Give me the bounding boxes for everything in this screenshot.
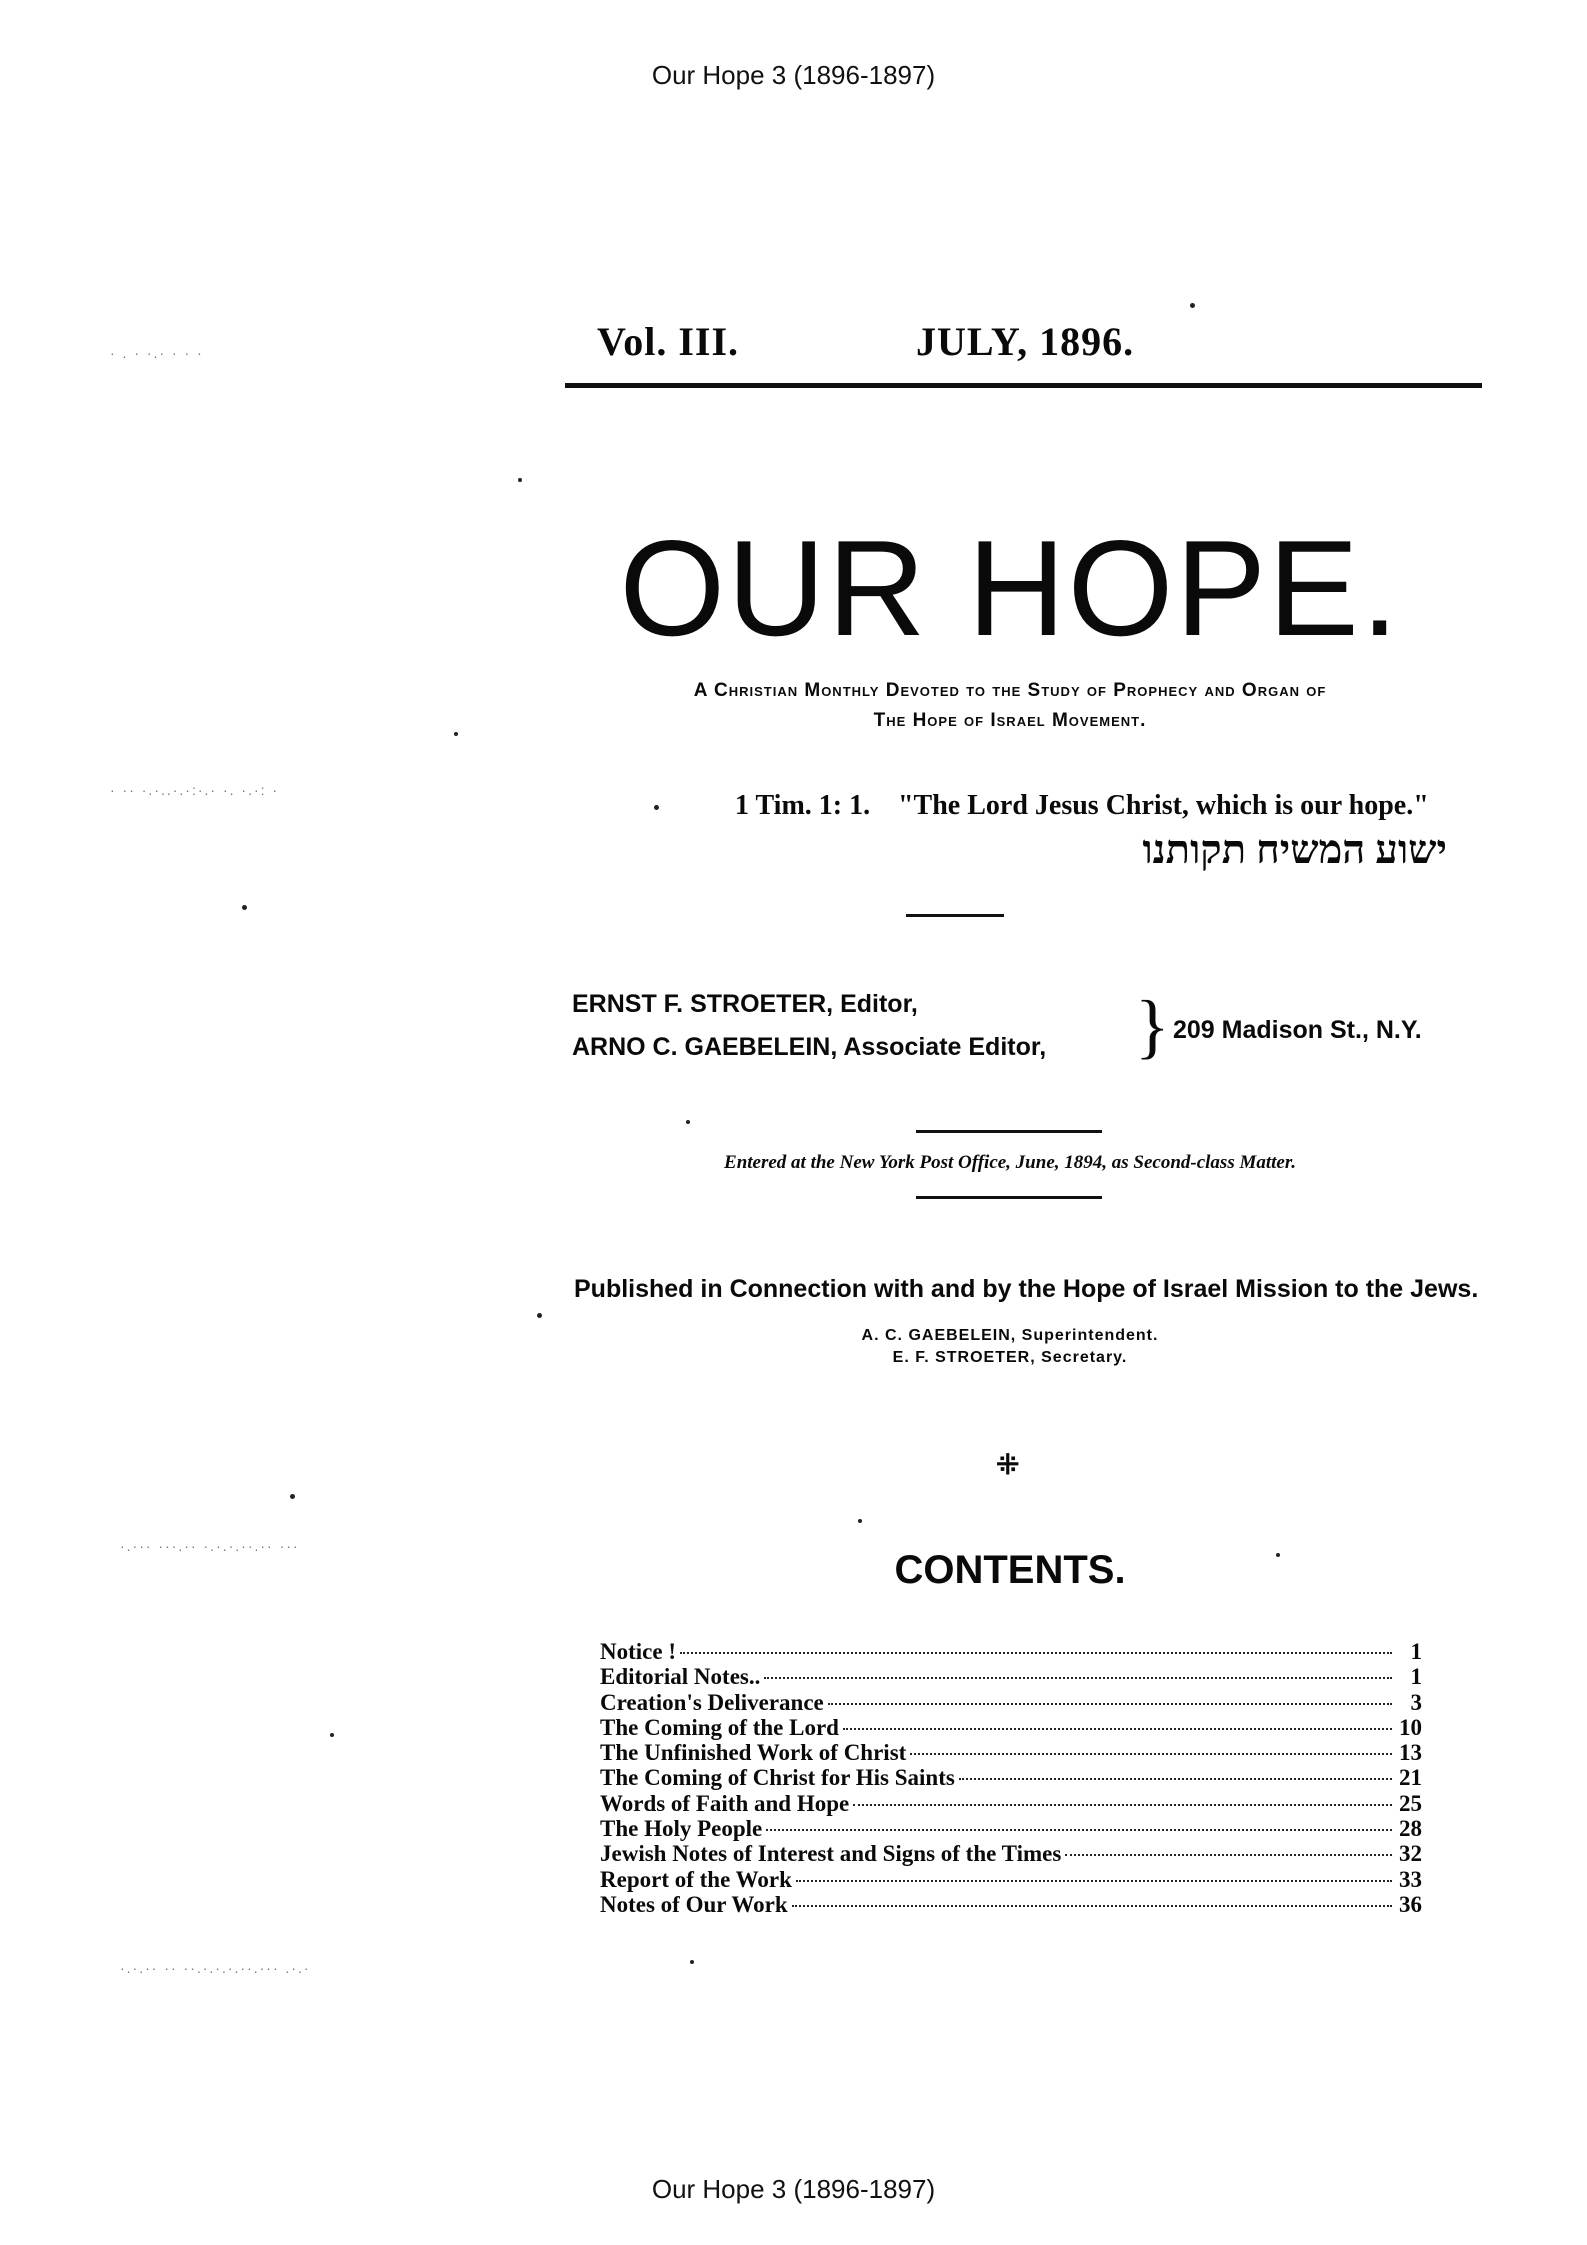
- contents-entry: [600, 1816, 1422, 1841]
- contents-entry: [600, 1715, 1422, 1740]
- contents-entry: [600, 1765, 1422, 1790]
- contents-entry: [600, 1841, 1422, 1866]
- secretary-line: E. F. STROETER, Secretary.: [892, 1349, 1128, 1366]
- bleed-through-mark: · . · ·.· · · ·: [110, 345, 204, 361]
- hebrew-epigraph: ישוע המשיח תקותנו: [1142, 827, 1447, 872]
- contents-entry: [600, 1690, 1422, 1715]
- contents-entry-page: 10: [1399, 1714, 1422, 1740]
- subtitle-line-1: A Christian Monthly Devoted to the Study of Prophecy and Organ of: [693, 680, 1327, 701]
- scan-speck: [290, 1494, 295, 1499]
- contents-entry-title: Creation's Deliverance: [600, 1689, 824, 1715]
- publication-title: OUR HOPE.: [619, 512, 1401, 664]
- masthead-rule: [565, 383, 1482, 388]
- running-footer: Our Hope 3 (1896-1897): [651, 2174, 936, 2204]
- scan-speck: [654, 805, 659, 810]
- scan-speck: [1190, 303, 1195, 308]
- contents-leader-dots: [843, 1728, 1392, 1730]
- contents-entry-title: Editorial Notes..: [600, 1664, 761, 1690]
- notice-rule-top: [916, 1130, 1102, 1133]
- contents-entry-page: 1: [1410, 1639, 1422, 1664]
- epigraph-divider: [906, 914, 1004, 917]
- contents-entry-title: Notes of Our Work: [600, 1891, 788, 1917]
- running-header: Our Hope 3 (1896-1897): [651, 60, 936, 90]
- scan-speck: [454, 732, 458, 736]
- contents-leader-dots: [796, 1880, 1392, 1882]
- contents-leader-dots: [1065, 1854, 1392, 1856]
- contents-entry-title: The Coming of the Lord: [600, 1714, 839, 1740]
- contents-entry-title: The Unfinished Work of Christ: [600, 1740, 907, 1766]
- scripture-quote: "The Lord Jesus Christ, which is our hope.": [898, 790, 1429, 821]
- subtitle-line-2: The Hope of Israel Movement.: [873, 710, 1147, 731]
- scan-speck: [690, 1960, 694, 1964]
- notice-rule-bottom: [916, 1196, 1102, 1199]
- contents-entry: [600, 1740, 1422, 1765]
- scan-speck: [330, 1733, 334, 1737]
- contents-entry: [600, 1867, 1422, 1892]
- contents-leader-dots: [792, 1905, 1392, 1907]
- contents-entry-page: 13: [1399, 1740, 1422, 1766]
- contents-entry-page: 33: [1399, 1866, 1422, 1892]
- contents-entry: [600, 1791, 1422, 1816]
- scan-speck: [242, 905, 247, 910]
- contents-heading: CONTENTS.: [894, 1548, 1126, 1592]
- contents-entry-page: 25: [1399, 1790, 1422, 1816]
- contents-entry-title: The Coming of Christ for His Saints: [600, 1765, 955, 1791]
- bleed-through-mark: · ·· ·.·..·.·:·.· ·. ·.·: ·: [110, 782, 280, 798]
- contents-leader-dots: [853, 1804, 1392, 1806]
- scan-speck: [1276, 1553, 1280, 1557]
- ornament-glyph: ⁜: [996, 1450, 1020, 1481]
- contents-entry-title: Words of Faith and Hope: [600, 1790, 850, 1816]
- editor-brace: }: [1135, 986, 1170, 1066]
- scan-speck: [537, 1313, 542, 1318]
- contents-leader-dots: [910, 1753, 1392, 1755]
- publication-statement: Published in Connection with and by the Hope of Israel Mission to the Jews.: [574, 1275, 1479, 1303]
- contents-leader-dots: [766, 1829, 1392, 1831]
- contents-entry: [600, 1639, 1422, 1664]
- contents-list: [600, 1639, 1422, 1917]
- entered-notice: Entered at the New York Post Office, June, 1894, as Second-class Matter.: [724, 1152, 1296, 1173]
- scan-speck: [518, 478, 522, 482]
- superintendent-line: A. C. GAEBELEIN, Superintendent.: [861, 1327, 1159, 1344]
- contents-leader-dots: [959, 1778, 1392, 1780]
- publication-subtitle: [560, 676, 1460, 736]
- associate-editor-line: ARNO C. GAEBELEIN, Associate Editor,: [572, 1033, 1047, 1061]
- contents-leader-dots: [680, 1652, 1392, 1654]
- contents-entry-page: 32: [1399, 1841, 1422, 1867]
- contents-leader-dots: [828, 1703, 1392, 1705]
- contents-entry-page: 28: [1399, 1816, 1422, 1842]
- contents-entry-title: Notice !: [600, 1639, 676, 1664]
- scan-speck: [686, 1120, 690, 1124]
- editorial-address: 209 Madison St., N.Y.: [1173, 1016, 1422, 1044]
- contents-entry-title: Report of the Work: [600, 1866, 792, 1892]
- contents-entry-page: 3: [1410, 1689, 1422, 1715]
- contents-entry: [600, 1664, 1422, 1689]
- editor-line: ERNST F. STROETER, Editor,: [572, 990, 918, 1018]
- contents-entry-page: 1: [1410, 1664, 1422, 1690]
- contents-entry-title: Jewish Notes of Interest and Signs of the Times: [600, 1841, 1062, 1867]
- bleed-through-mark: ·.··· ···.·· ·.·.·.··.·· ···: [120, 1538, 300, 1554]
- contents-entry-page: 21: [1399, 1765, 1422, 1791]
- scan-speck: [858, 1519, 862, 1523]
- contents-entry-page: 36: [1399, 1891, 1422, 1917]
- bleed-through-mark: ·.·.·· ·· ··.·.·.·.··.··· .·.·: [120, 1960, 311, 1976]
- scripture-reference: 1 Tim. 1: 1.: [735, 790, 871, 821]
- contents-entry: [600, 1892, 1422, 1917]
- issue-date: JULY, 1896.: [916, 319, 1135, 364]
- contents-entry-title: The Holy People: [600, 1816, 763, 1842]
- volume-number: Vol. III.: [597, 319, 740, 364]
- contents-leader-dots: [764, 1677, 1392, 1679]
